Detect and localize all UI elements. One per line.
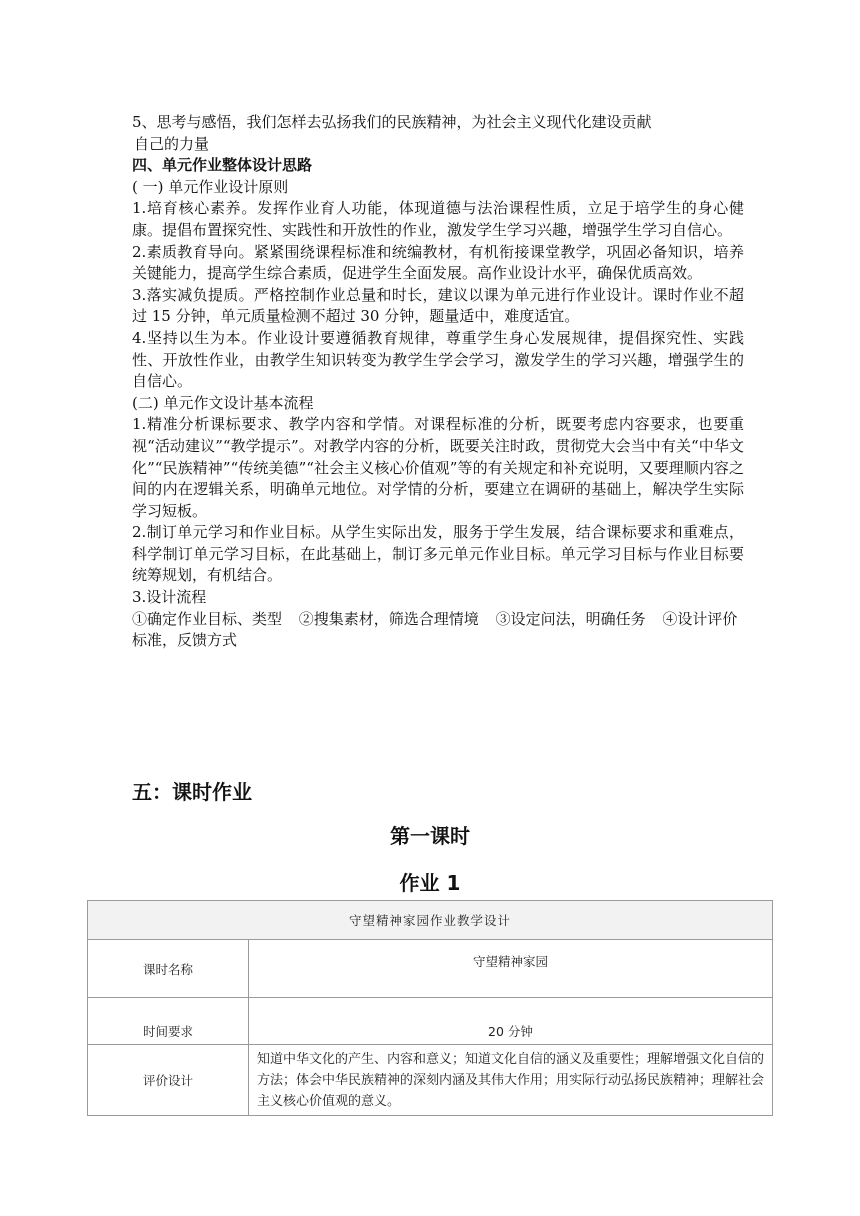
row-label-evaluation: 评价设计 <box>88 1045 249 1116</box>
table-header: 守望精神家园作业教学设计 <box>88 901 773 940</box>
principle-1: 1.培育核心素养。发挥作业育人功能，体现道德与法治课程性质，立足于培学生的身心健康。提倡布置探究性、实践性和开放性的作业，激发学生学习兴趣，增强学生学习自信心。 <box>132 199 744 239</box>
flow-step-1: ①确定作业目标、类型 <box>132 609 283 628</box>
sub2-heading: (二) 单元作文设计基本流程 <box>132 393 314 412</box>
table-row <box>88 940 773 998</box>
principle-4: 4.坚持以生为本。作业设计要遵循教育规律，尊重学生身心发展规律，提倡探究性、实践性、开放性作业，由教学生知识转变为教学生学会学习，激发学生的学习兴趣，增强学生的自信心。 <box>132 328 744 391</box>
process-1: 1.精准分析课标要求、教学内容和学情。对课程标准的分析，既要考虑内容要求，也要重视“活动建议”“教学提示”。对教学内容的分析，既要关注时政，贯彻党大会当中有关“中华文化”“民族精神”“传统美德”“社会主义核心价值观”等的有关规定和补充说明，又要理顺内容之间的内在逻辑关系，明确单元地位。对学情的分析，要建立在调研的基础上，解决学生实际学习短板。 <box>132 415 744 520</box>
row-value-lesson-name: 守望精神家园 <box>249 940 773 998</box>
row-value-evaluation: 知道中华文化的产生、内容和意义；知道文化自信的涵义及重要性；理解增强文化自信的方法；体会中华民族精神的深刻内涵及其伟大作用；用实际行动弘扬民族精神；理解社会主义核心价值观的意义。 <box>249 1045 773 1116</box>
process-2: 2.制订单元学习和作业目标。从学生实际出发，服务于学生发展，结合课标要求和重难点，科学制订单元学习目标，在此基础上，制订多元单元作业目标。单元学习目标与作业目标要统筹规划，有机结合。 <box>132 523 744 585</box>
row-value-time: 20 分钟 <box>249 998 773 1045</box>
homework-design-table <box>87 900 773 1116</box>
item5-line2: 自己的力量 <box>134 134 210 153</box>
flow-steps <box>132 609 744 652</box>
principle-2: 2.素质教育导向。紧紧围绕课程标准和统编教材，有机衔接课堂教学，巩固必备知识，培养关键能力，提高学生综合素质，促进学生全面发展。高作业设计水平，确保优质高效。 <box>132 242 744 283</box>
table-row <box>88 1045 773 1116</box>
flow-step-3: ③设定问法，明确任务 <box>495 609 646 628</box>
row-label-time: 时间要求 <box>88 998 249 1045</box>
section4-heading: 四、单元作业整体设计思路 <box>132 156 313 175</box>
principle-3: 3.落实减负提质。严格控制作业总量和时长，建议以课为单元进行作业设计。课时作业不超过 15 分钟，单元质量检测不超过 30 分钟，题量适中，难度适宜。 <box>132 285 744 326</box>
flow-step-4: ④设计评价标准，反馈方式 <box>132 609 738 650</box>
item5-line1: 5、思考与感悟，我们怎样去弘扬我们的民族精神，为社会主义现代化建设贡献 <box>132 113 652 131</box>
process-3: 3.设计流程 <box>132 588 207 607</box>
row-label-lesson-name: 课时名称 <box>88 940 249 998</box>
section5-heading: 五：课时作业 <box>132 780 252 804</box>
homework-title: 作业 1 <box>399 871 461 895</box>
lesson-title: 第一课时 <box>390 824 470 848</box>
table-row <box>88 998 773 1045</box>
document-body <box>132 112 744 652</box>
flow-step-2: ②搜集素材，筛选合理情境 <box>298 609 479 628</box>
sub1-heading: ( 一) 单元作业设计原则 <box>132 177 289 196</box>
